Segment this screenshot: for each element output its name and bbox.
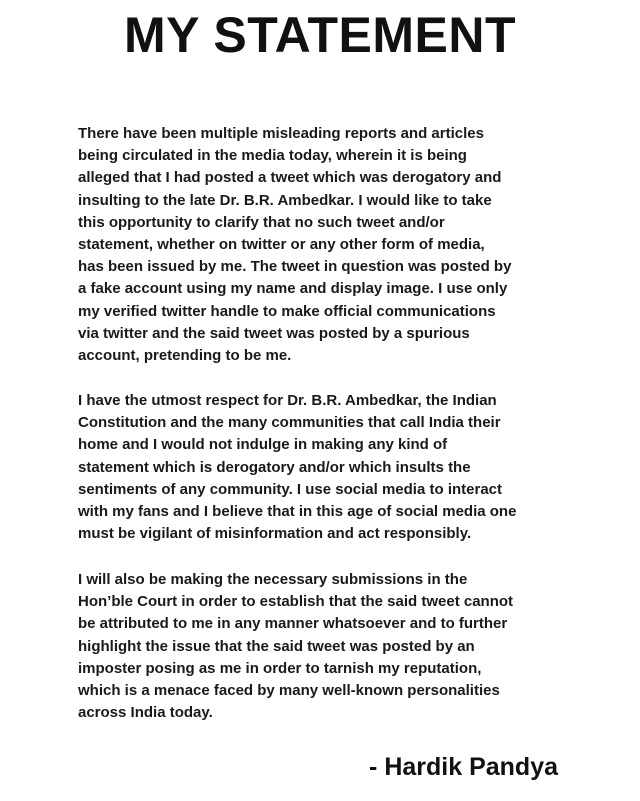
paragraph-line: with my fans and I believe that in this age of social media one [78,503,517,521]
statement-paragraph-3 [78,569,563,724]
paragraph-line: sentiments of any community. I use social media to interact [78,480,502,498]
paragraph-line: I will also be making the necessary submissions in the [78,571,468,588]
paragraph-line: imposter posing as me in order to tarnish my reputation, [78,659,482,677]
paragraph-line: statement which is derogatory and/or which insults the [78,458,471,476]
paragraph-line: There have been multiple misleading reports and articles [78,125,484,142]
page-title: MY STATEMENT [123,7,517,63]
paragraph-line: my verified twitter handle to make official communications [78,302,496,320]
paragraph-line: which is a menace faced by many well-known personalities [78,682,500,700]
paragraph-line: Constitution and the many communities that call India their [78,414,501,432]
paragraph-line: must be vigilant of misinformation and act responsibly. [78,525,472,543]
signature: - Hardik Pandya [369,753,558,781]
statement-paragraph-2 [78,390,563,545]
paragraph-line: home and I would not indulge in making any kind of [78,436,448,454]
paragraph-line: via twitter and the said tweet was posted by a spurious [78,324,470,342]
paragraph-line: be attributed to me in any manner whatsoever and to further [78,615,508,633]
paragraph-line: across India today. [78,704,213,722]
paragraph-line: this opportunity to clarify that no such tweet and/or [78,213,445,231]
paragraph-line: I have the utmost respect for Dr. B.R. Ambedkar, the Indian [78,392,497,409]
paragraph-line: Hon’ble Court in order to establish that the said tweet cannot [78,593,514,611]
paragraph-line: has been issued by me. The tweet in question was posted by [78,258,512,276]
paragraph-line: insulting to the late Dr. B.R. Ambedkar. I would like to take [78,191,492,209]
paragraph-line: account, pretending to be me. [78,347,292,365]
paragraph-line: a fake account using my name and display image. I use only [78,280,508,298]
paragraph-line: alleged that I had posted a tweet which was derogatory and [78,169,502,187]
statement-paragraph-1 [78,123,563,367]
paragraph-line: statement, whether on twitter or any other form of media, [78,236,485,254]
paragraph-line: being circulated in the media today, wherein it is being [78,147,467,165]
paragraph-line: highlight the issue that the said tweet was posted by an [78,637,475,655]
